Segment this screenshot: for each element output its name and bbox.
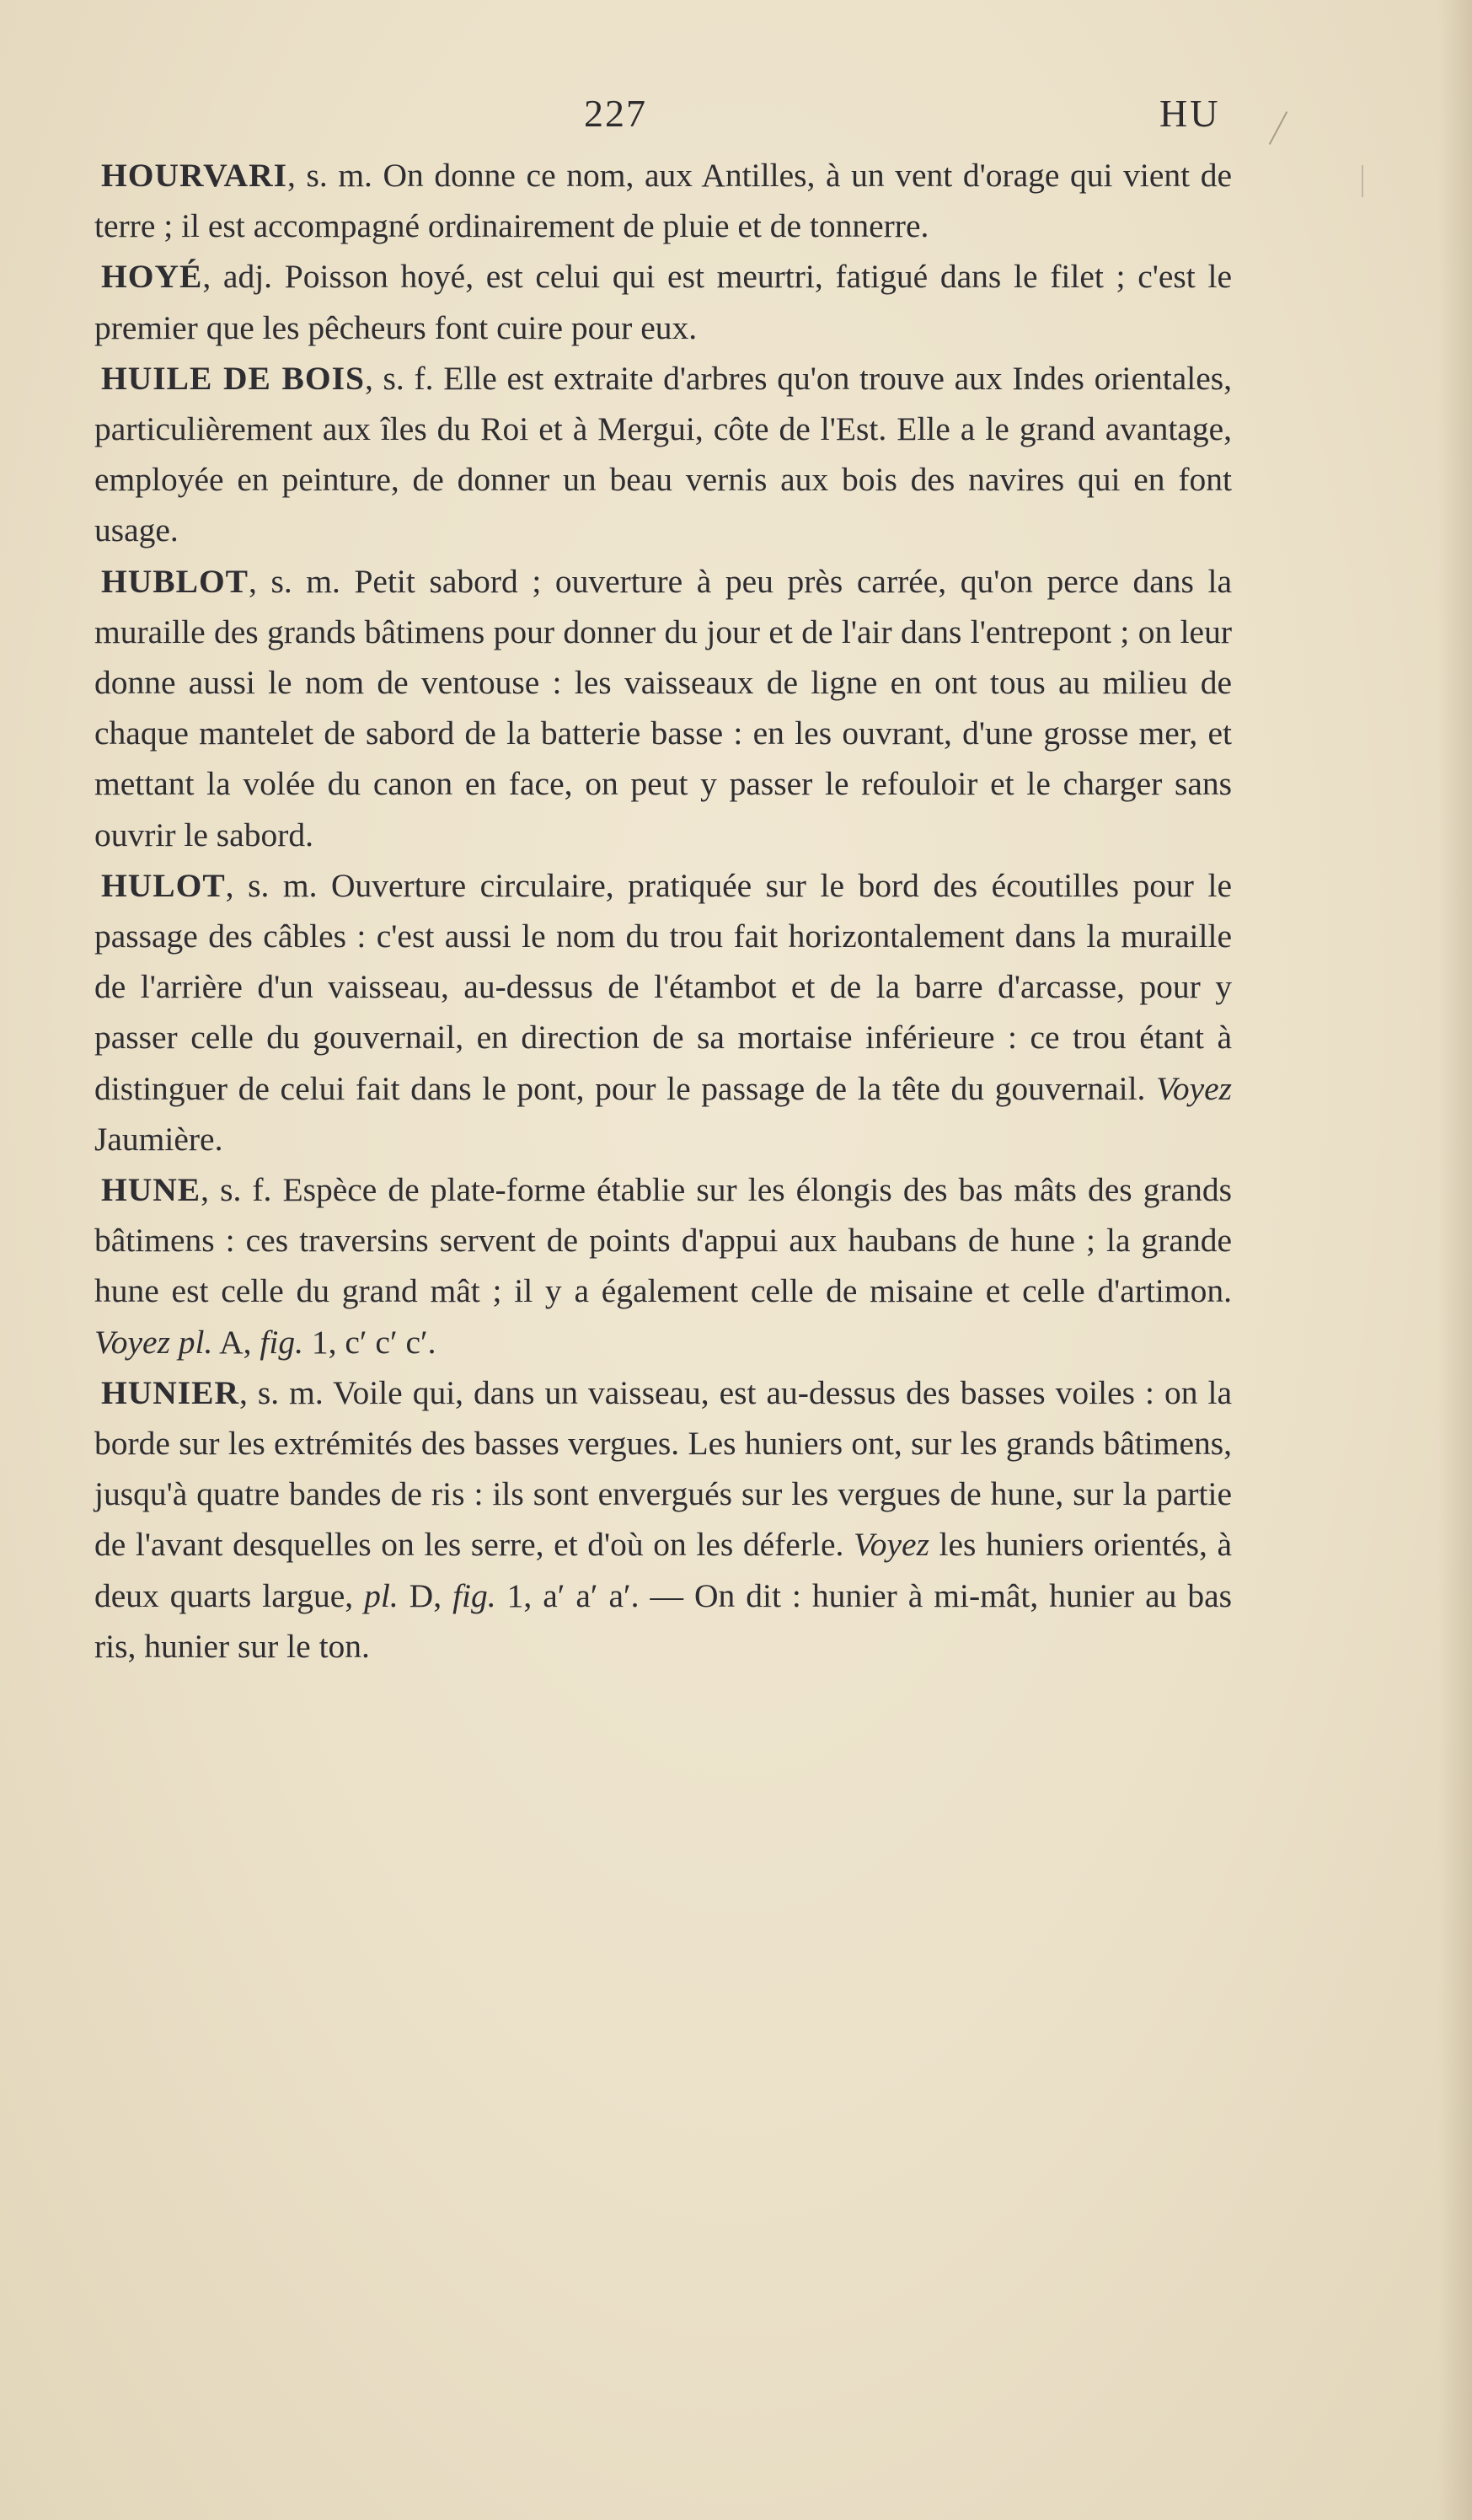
entry-term: HOYÉ [101,258,203,296]
cross-reference-label: Voyez [854,1526,929,1564]
entry-term: HUILE DE BOIS [101,359,365,397]
entry-definition: , s. m. Ouverture circulaire, pratiquée sur le bord des écoutilles pour le passage des câbles : c'est aussi le nom du trou fait horizontalement dans la muraille de l'arrière d'un vaisseau, au-dessus de l'étambot et de la barre d'arcasse, pour y passer celle du gouvernail, en direction de sa mortaise inférieure : ce trou étant à distinguer de celui fait dans le pont, pour le passage de la tête du gouvernail. [94,866,1232,1107]
entry-definition: , adj. Poisson hoyé, est celui qui est meurtri, fatigué dans le filet ; c'est le premier que les pêcheurs font cuire pour eux. [94,258,1232,346]
cross-reference-target: Jaumière. [94,1120,223,1158]
entry-definition: , s. m. Petit sabord ; ouverture à peu près carrée, qu'on perce dans la muraille des grands bâtimens pour donner du jour et de l'air dans l'entrepont ; on leur donne aussi le nom de ventouse : les vaisseaux de ligne en ont tous au milieu de chaque mantelet de sabord de la batterie basse : en les ouvrant, d'une grosse mer, et mettant la volée du canon en face, on peut y passer le refouloir et le charger sans ouvrir le sabord. [94,562,1232,853]
page-number: 227 [584,92,647,135]
entry-hoye [94,251,1232,352]
cross-reference-label: Voyez pl. [94,1323,213,1361]
entry-definition: , s. m. Voile qui, dans un vaisseau, est au-dessus des basses voiles : on la borde sur les extrémités des basses vergues. Les huniers ont, sur les grands bâtimens, jusqu'à quatre bandes de ris : ils sont envergués sur les vergues de hune, sur la partie de l'avant desquelles on les serre, et d'où on les déferle. [94,1373,1232,1564]
cross-reference-label: Voyez [1156,1069,1232,1107]
entry-term: HUNE [101,1171,201,1209]
cross-reference-target: les huniers orientés, à deux quarts largue, [94,1526,1233,1614]
dictionary-text [94,150,1232,1672]
entry-definition: , s. m. On donne ce nom, aux Antilles, à un vent d'orage qui vient de terre ; il est accompagné ordinairement de pluie et de tonnerre. [94,157,1232,245]
plate-label: pl. [364,1576,399,1614]
figure-label: fig. [452,1576,496,1614]
entry-term: HULOT [101,866,226,904]
entry-huile-de-bois [94,353,1232,556]
entry-definition: , s. f. Espèce de plate-forme établie sur les élongis des bas mâts des grands bâtimens : ces traversins servent de points d'appui aux haubans de hune ; la grande hune est celle du grand mât ; il y a également celle de misaine et celle d'artimon. [94,1171,1232,1310]
entry-hune [94,1164,1232,1367]
entry-definition: , s. f. Elle est extraite d'arbres qu'on trouve aux Indes orientales, particulièrement aux îles du Roi et à Mergui, côte de l'Est. Elle a le grand avantage, employée en peinture, de donner un beau vernis aux bois des navires qui en font usage. [94,359,1232,549]
entry-term: HOURVARI [101,157,287,194]
figure-reference: 1, a′ a′ a′. — On dit : hunier à mi-mât, hunier au bas ris, hunier sur le ton. [94,1576,1232,1665]
page-header [0,91,1472,150]
margin-mark [1362,165,1363,197]
running-head: HU [1159,92,1221,135]
entry-term: HUBLOT [101,562,249,600]
plate-reference: A, [212,1323,260,1361]
entry-term: HUNIER [101,1373,240,1411]
entry-hulot [94,860,1232,1164]
figure-label: fig. [260,1323,303,1361]
entry-hourvari [94,150,1232,251]
page-edge-shadow [1438,0,1472,2520]
entry-hunier [94,1367,1232,1672]
plate-reference: D, [398,1576,453,1614]
figure-reference: 1, c′ c′ c′. [302,1323,436,1361]
entry-hublot [94,556,1232,860]
